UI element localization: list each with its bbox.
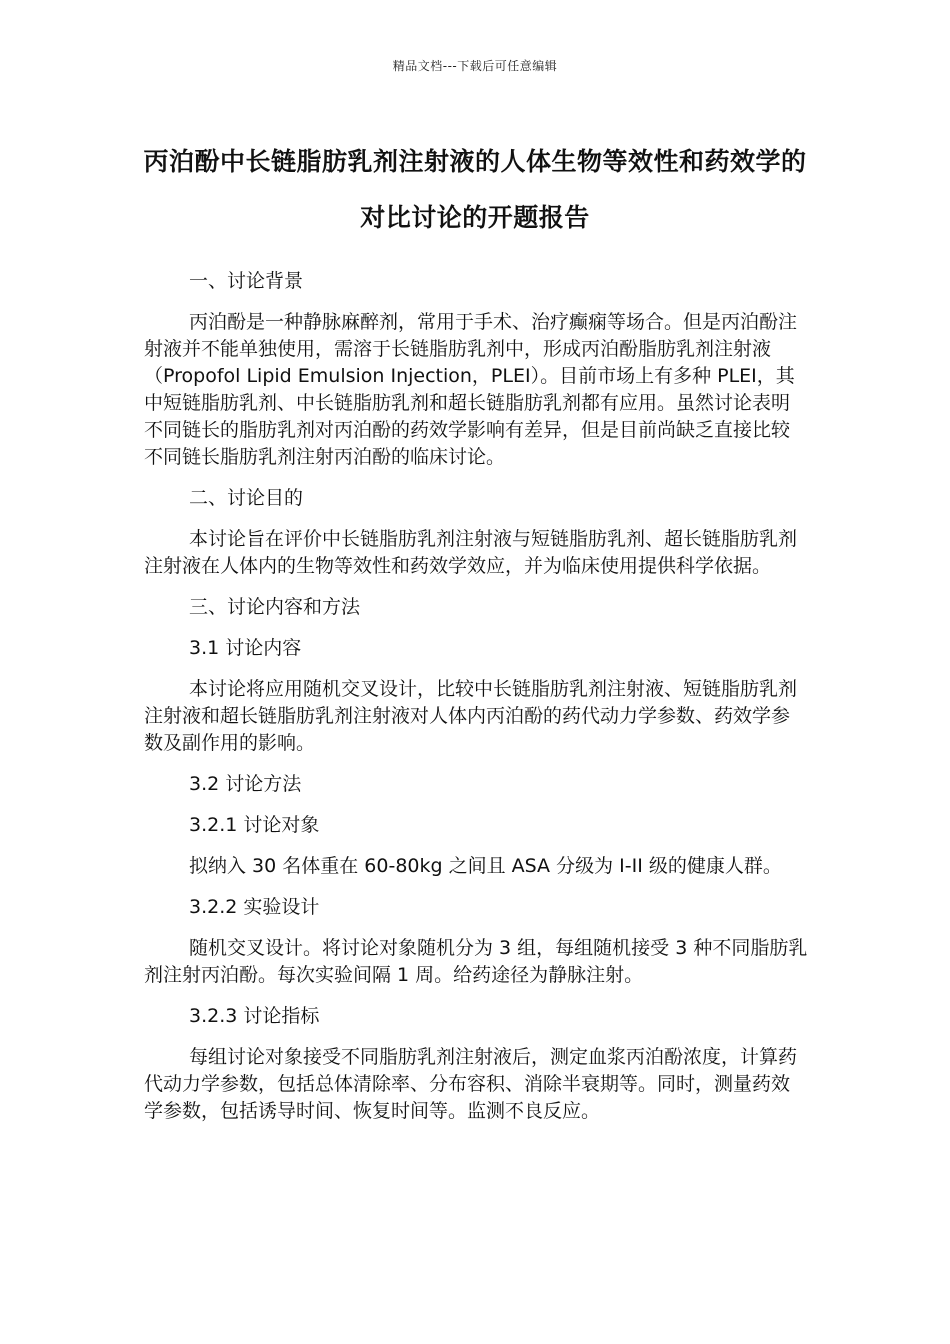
section-heading: 一、讨论背景 <box>189 270 304 292</box>
body-paragraph: 本讨论旨在评价中长链脂肪乳剂注射液与短链脂肪乳剂、超长链脂肪乳剂注射液在人体内的生物等效性和药效学效应，并为临床使用提供科学依据。 <box>144 528 798 577</box>
document-body <box>144 268 808 1139</box>
header-note: 精品文档---下载后可任意编辑 <box>392 59 558 73</box>
section-heading: 三、讨论内容和方法 <box>189 596 361 618</box>
body-paragraph: 拟纳入 30 名体重在 60-80kg 之间且 ASA 分级为 I-II 级的健康人群。 <box>189 855 782 877</box>
section-heading: 3.2 讨论方法 <box>189 773 302 795</box>
body-paragraph: 每组讨论对象接受不同脂肪乳剂注射液后，测定血浆丙泊酚浓度，计算药代动力学参数，包括总体清除率、分布容积、消除半衰期等。同时，测量药效学参数，包括诱导时间、恢复时间等。监测不良反应。 <box>144 1046 798 1122</box>
body-paragraph: 随机交叉设计。将讨论对象随机分为 3 组，每组随机接受 3 种不同脂肪乳剂注射丙泊酚。每次实验间隔 1 周。给药途径为静脉注射。 <box>144 937 808 986</box>
section-heading: 3.2.3 讨论指标 <box>189 1005 320 1027</box>
body-paragraph: 本讨论将应用随机交叉设计，比较中长链脂肪乳剂注射液、短链脂肪乳剂注射液和超长链脂肪乳剂注射液对人体内丙泊酚的药代动力学参数、药效学参数及副作用的影响。 <box>144 678 798 754</box>
section-heading: 3.2.2 实验设计 <box>189 896 320 918</box>
section-heading: 二、讨论目的 <box>189 487 304 509</box>
document-title: 丙泊酚中长链脂肪乳剂注射液的人体生物等效性和药效学的对比讨论的开题报告 <box>143 147 807 232</box>
body-paragraph: 丙泊酚是一种静脉麻醉剂，常用于手术、治疗癫痫等场合。但是丙泊酚注射液并不能单独使用，需溶于长链脂肪乳剂中，形成丙泊酚脂肪乳剂注射液（Propofol Lipid Emulsion Injection，PLEI）。目前市场上有多种 PLEI，其中短链脂肪乳剂、中长链脂肪乳剂和超长链脂肪乳剂都有应用。虽然讨论表明不同链长的脂肪乳剂对丙泊酚的药效学影响有差异，但是目前尚缺乏直接比较不同链长脂肪乳剂注射丙泊酚的临床讨论。 <box>144 311 798 468</box>
section-heading: 3.2.1 讨论对象 <box>189 814 320 836</box>
section-heading: 3.1 讨论内容 <box>189 637 302 659</box>
